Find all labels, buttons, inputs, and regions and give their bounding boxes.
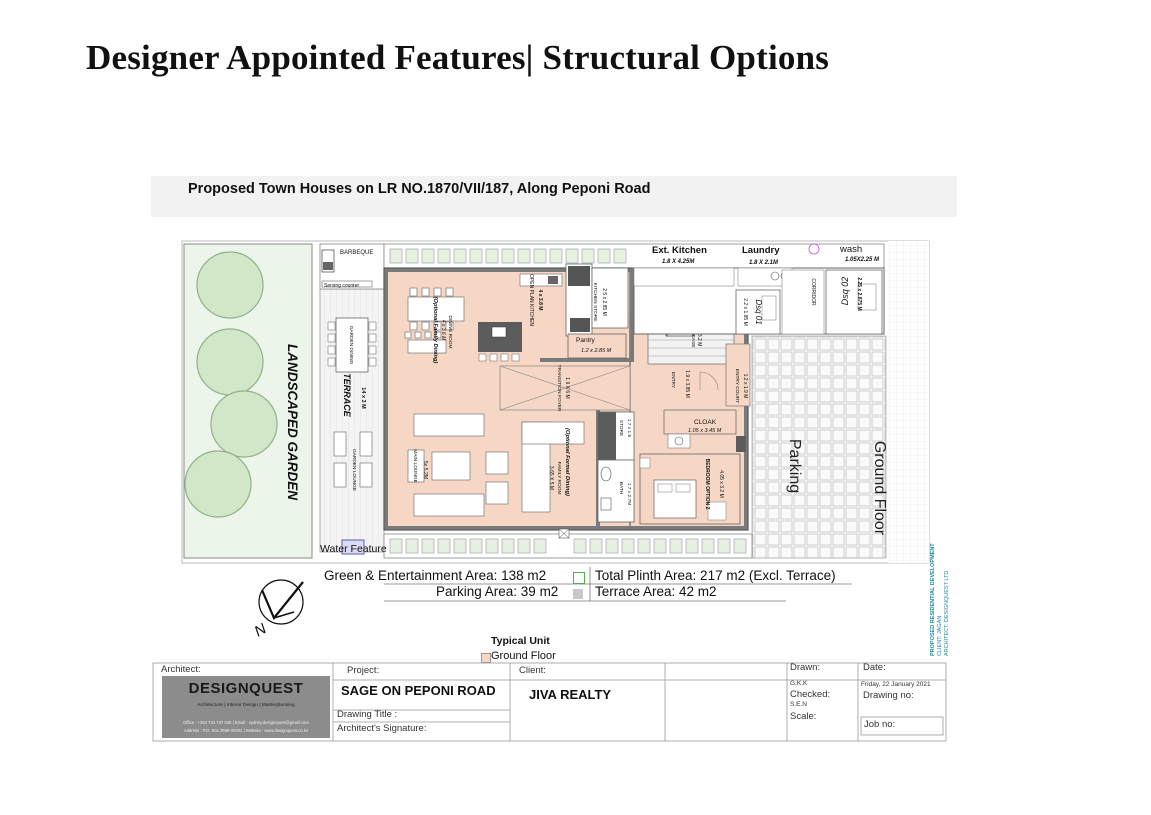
tree-icon [197,252,263,318]
ground-floor-swatch [481,653,491,663]
plinth-area-text: Total Plinth Area: 217 m2 (Excl. Terrace) [595,568,836,583]
laundry-label: Laundry [742,245,780,256]
cloak-dim: 1.05 x 3.45 M [688,428,722,434]
wall [384,268,388,530]
credit-project: PROPOSED RESIDENTIAL DEVELOPMENT [930,543,936,656]
transition-dim: 1.9 X 6 M [564,377,570,399]
east-strip [888,241,929,563]
main-lounge-label: MAIN LOUNGE [412,449,417,483]
dining-room-label: DINING ROOM [447,315,452,349]
dsq01-dim: 2.2 x 1.85 M [742,298,748,326]
project-label: Project: [347,665,380,676]
logo-office: Office : +254 724 727 836 | Email : sydney.designquest@gmail.com [183,720,309,725]
green-swatch [573,572,585,584]
ext-kitchen-label: Ext. Kitchen [652,245,707,256]
pantry-label: Pantry [576,337,595,344]
bedroom-dim: 4.05 x 3.2 M [718,470,724,498]
entry-label: ENTRY [670,371,675,389]
tree-icon [211,391,277,457]
transition-foyer-label: TRANSITION FOYER [556,364,561,412]
client-value: JIVA REALTY [529,687,612,702]
drawn-value: G.K.K [790,680,808,687]
banner-title: Proposed Town Houses on LR NO.1870/VII/187, Along Peponi Road [188,181,651,197]
optional-formal-dining-label: (Optional Formal Dining) [564,428,570,496]
parking-swatch [573,589,583,599]
terrace-area-text: Terrace Area: 42 m2 [595,584,717,599]
entry-court-label: ENTRY COURT [734,368,739,404]
tree-icon [185,451,251,517]
wash-dim: 1.05X2.25 M [845,257,880,263]
drawing-title-label: Drawing Title : [337,709,398,720]
logo-address: Address : P.O. Box 2699-00202 | Website : www.designquest.co.ke [183,728,309,733]
checked-value: S.E.N [790,701,807,708]
store-dim: 1.7 x 1.5 [626,418,631,438]
parking-area-text: Parking Area: 39 m2 [436,584,559,599]
family-dim: 3.65 X 5 M [548,465,554,491]
bath-label: BATH [618,481,623,495]
north-arrow-icon [259,580,303,624]
signature-label: Architect's Signature: [337,723,427,734]
main-lounge-dim: 5x 5.2M [422,460,428,480]
wall [630,268,634,362]
designquest-logo [162,676,330,738]
laundry-dim: 1.8 X 2.1M [749,260,779,266]
credit-client: CLIENT: JAGAN [937,615,943,656]
garden-lounge-label: GARDEN LOUNGE [351,448,356,492]
corridor-label: CORRIDOR [810,278,816,306]
water-feature-label: Water Feature [320,543,387,555]
drawn-label: Drawn: [790,662,821,673]
cloak-label: CLOAK [694,419,717,426]
north-label: N [251,620,270,641]
dsq01-label: Dsq 01 [754,299,763,325]
terrace-label: TERRACE [342,373,352,417]
corridor [782,270,824,334]
dining-dim: 4 x 3.6 M [440,319,446,341]
tree-icon [197,329,263,395]
garden-label: LANDSCAPED GARDEN [285,343,300,501]
page-title: Designer Appointed Features| Structural Options [86,38,830,77]
scale-label: Scale: [790,711,817,722]
pantry-dim: 1.2 x 2.85 M [581,348,612,354]
optional-family-dining-label: (Optional Family Dining) [432,296,438,364]
architect-label: Architect: [161,664,201,675]
date-label: Date: [863,662,886,673]
bedroom-label: BEDROOM OPTION 2 [704,458,710,510]
wall [540,358,630,362]
checked-label: Checked: [790,689,831,700]
bath-dim: 1.7 x 2.7M [626,482,631,506]
open-plan-dim: 4 x 3.8 M [537,289,543,311]
entry-dim: 1.9 x 3.85 M [684,370,690,398]
parking-area [752,336,886,558]
terrace-dim: 14 x 3 M [360,387,366,409]
entry-court-dim: 1.2 x 1.9 M [742,373,748,399]
dsq02-dim: 2.25 x 2.875 M [856,277,862,311]
green-area-text: Green & Entertainment Area: 138 m2 [324,568,547,583]
credit-architect: ARCHITECT: DESIGNQUEST LTD [944,570,950,656]
logo-tagline: Architecture | Interior Design | Masterplanning [197,703,295,708]
project-value: SAGE ON PEPONI ROAD [341,683,496,698]
ext-kitchen-dim: 1.8 X 4.25M [662,259,695,265]
garden-dining-label: GARDEN DINING [348,325,353,365]
client-label: Client: [519,665,546,676]
vertical-credits [930,543,951,656]
family-room-label: FAMILY ROOM [556,461,561,495]
dsq02-label: Dsq 02 [840,276,850,306]
ground-floor-plan-label: Ground Floor [871,440,888,536]
wash-label: wash [840,244,863,255]
kitchen-store-dim: 2.5 x 2.85 M [601,288,607,316]
store-label: STORE [618,419,623,437]
parking-label: Parking [786,438,803,494]
date-value: Friday, 22 January 2021 [861,681,931,688]
serving-counter-label: Serving counter [324,283,360,289]
drawing-no-label: Drawing no: [863,690,914,701]
job-no-label: Job no: [864,719,896,730]
logo-name: DESIGNQUEST [188,680,304,697]
barbeque-label: BARBEQUE [340,250,374,256]
open-plan-label: OPEN PLAN KITCHEN [528,274,534,326]
typical-unit-label: Typical Unit [491,635,550,647]
kitchen-store-label: KITCHEN STORE [592,282,597,322]
ground-floor-legend-label: Ground Floor [491,650,556,662]
